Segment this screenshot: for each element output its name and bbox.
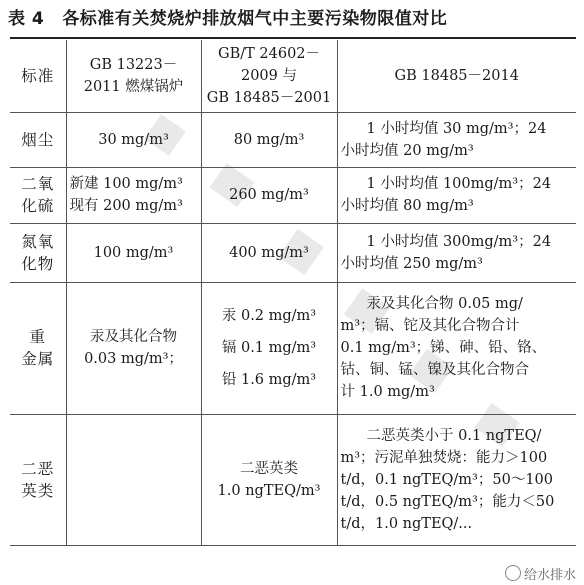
table-number: 表 4 (8, 9, 45, 29)
table-caption (8, 4, 447, 29)
nox-gbt24602: 400 mg/m³ (201, 223, 337, 282)
metals-gb18485: 汞及其化合物 0.05 mg/ m³；镉、铊及其化合物合计 0.1 mg/m³；锑、砷、铅、铬、 钴、铜、锰、镍及其化合物合 计 1.0 mg/m³ (337, 282, 576, 414)
nox-gb13223: 100 mg/m³ (66, 223, 201, 282)
metals-gbt24602: 汞 0.2 mg/m³ 镉 0.1 mg/m³ 铅 1.6 mg/m³ (201, 282, 337, 414)
header-gbt24602: GB/T 24602－ 2009 与 GB 18485－2001 (201, 40, 337, 112)
table-row-so2 (10, 167, 576, 223)
table-row-nox (10, 223, 576, 282)
row-label-dust: 烟尘 (10, 112, 66, 167)
so2-gb18485: 1 小时均值 100mg/m³；24 小时均值 80 mg/m³ (337, 167, 576, 223)
wechat-icon (505, 565, 521, 581)
row-label-metals: 重 金属 (10, 282, 66, 414)
top-rule (10, 37, 576, 39)
dust-gbt24602: 80 mg/m³ (201, 112, 337, 167)
watermark-logo: 给水排水 (501, 564, 580, 583)
table-row-dioxin (10, 414, 576, 545)
header-gb13223: GB 13223－ 2011 燃煤锅炉 (66, 40, 201, 112)
dust-gb13223: 30 mg/m³ (66, 112, 201, 167)
so2-gb13223: 新建 100 mg/m³ 现有 200 mg/m³ (66, 167, 201, 223)
dioxin-gbt24602: 二恶英类 1.0 ngTEQ/m³ (201, 414, 337, 545)
dioxin-gb18485: 二恶英类小于 0.1 ngTEQ/ m³；污泥单独焚烧：能力＞100 t/d，0.1 ngTEQ/m³；50～100 t/d，0.5 ngTEQ/m³；能力＜50 t/d，1.0 ngTEQ/... (337, 414, 576, 545)
nox-gb18485: 1 小时均值 300mg/m³；24 小时均值 250 mg/m³ (337, 223, 576, 282)
table-title: 各标准有关焚烧炉排放烟气中主要污染物限值对比 (62, 9, 448, 29)
row-label-dioxin: 二恶 英类 (10, 414, 66, 545)
header-gb18485-2014: GB 18485－2014 (337, 40, 576, 112)
row-label-so2: 二氧 化硫 (10, 167, 66, 223)
so2-gbt24602: 260 mg/m³ (201, 167, 337, 223)
table-row-metals (10, 282, 576, 414)
dioxin-gb13223 (66, 414, 201, 545)
header-standard: 标准 (10, 40, 66, 112)
row-label-nox: 氮氧 化物 (10, 223, 66, 282)
table-header-row (10, 40, 576, 112)
dust-gb18485: 1 小时均值 30 mg/m³；24 小时均值 20 mg/m³ (337, 112, 576, 167)
table-row-dust (10, 112, 576, 167)
metals-gb13223: 汞及其化合物 0.03 mg/m³； (66, 282, 201, 414)
comparison-table (10, 40, 576, 546)
